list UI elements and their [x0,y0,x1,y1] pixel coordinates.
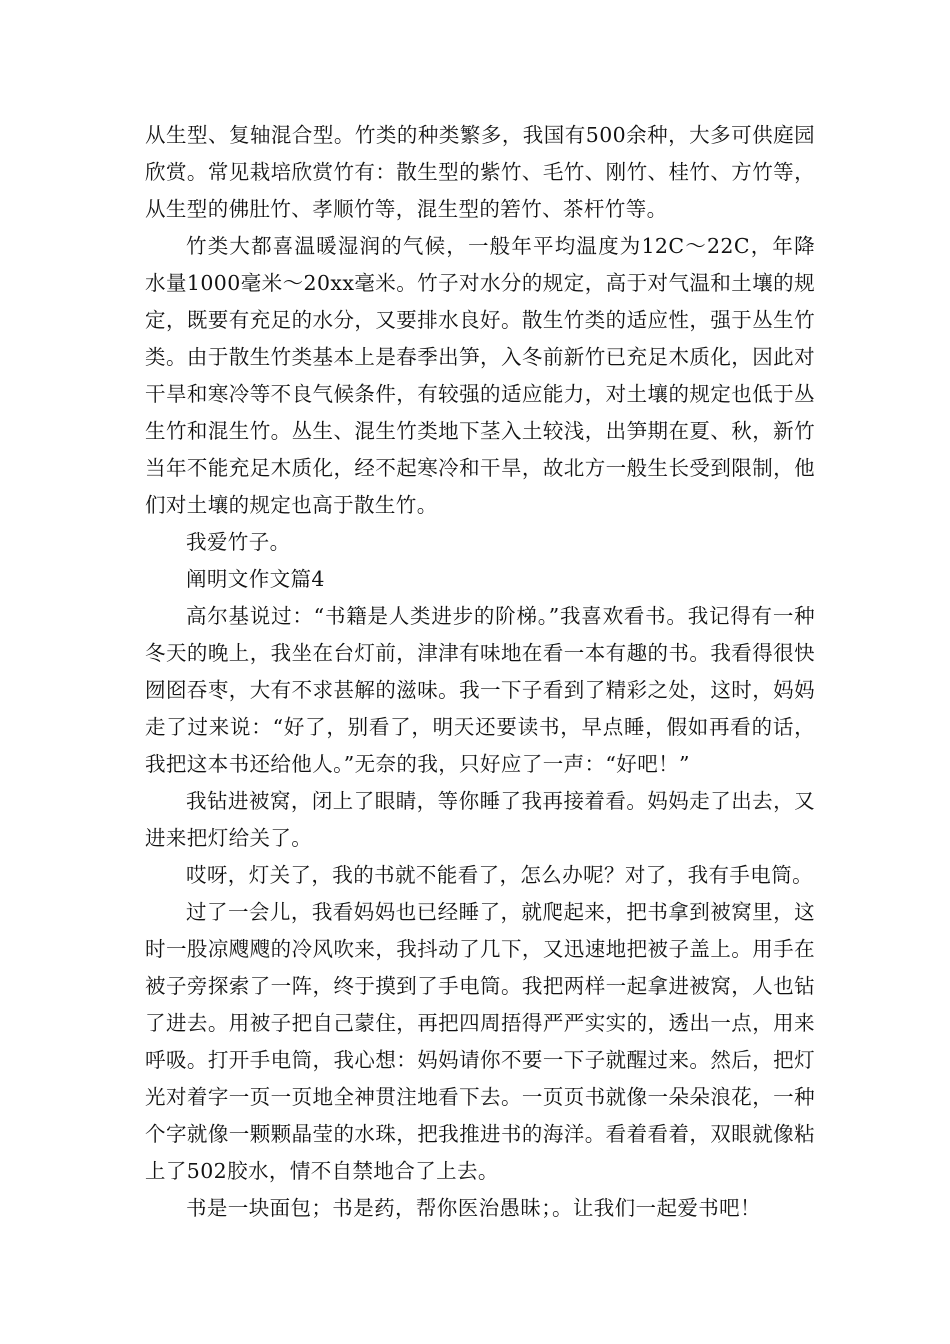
paragraph-bamboo-climate: 竹类大都喜温暖湿润的气候，一般年平均温度为12C～22C，年降水量1000毫米～20xx毫米。竹子对水分的规定，高于对气温和土壤的规定，既要有充足的水分，又要排水良好。散生竹类的适应性，强于丛生竹类。由于散生竹类基本上是春季出笋，入冬前新竹已充足木质化，因此对干旱和寒冷等不良气候条件，有较强的适应能力，对土壤的规定也低于丛生竹和混生竹。丛生、混生竹类地下茎入土较浅，出笋期在夏、秋，新竹当年不能充足木质化，经不起寒冷和干旱，故北方一般生长受到限制，他们对土壤的规定也高于散生竹。 [145,234,815,517]
paragraph-gorky-quote: 高尔基说过：“书籍是人类进步的阶梯。”我喜欢看书。我记得有一种冬天的晚上，我坐在台灯前，津津有味地在看一本有趣的书。我看得很快囫囵吞枣，大有不求甚解的滋味。我一下子看到了精彩之处，这时，妈妈走了过来说：“好了，别看了，明天还要读书，早点睡，假如再看的话，我把这本书还给他人。”无奈的我，只好应了一声：“好吧！” [145,604,815,776]
paragraph-under-quilt: 我钻进被窝，闭上了眼睛，等你睡了我再接着看。妈妈走了出去，又进来把灯给关了。 [145,789,815,850]
paragraph-bamboo-types: 从生型、复轴混合型。竹类的种类繁多，我国有500余种，大多可供庭园欣赏。常见栽培欣赏竹有：散生型的紫竹、毛竹、刚竹、桂竹、方竹等，从生型的佛肚竹、孝顺竹等，混生型的箬竹、茶杆竹等。 [145,123,815,221]
document-body [145,117,815,1227]
section-heading-essay-4: 阐明文作文篇4 [186,567,325,591]
paragraph-lights-off: 哎呀，灯关了，我的书就不能看了，怎么办呢？对了，我有手电筒。 [186,863,813,887]
paragraph-flashlight-reading: 过了一会儿，我看妈妈也已经睡了，就爬起来，把书拿到被窝里，这时一股凉飕飕的冷风吹来，我抖动了几下，又迅速地把被子盖上。用手在被子旁探索了一阵，终于摸到了手电筒。我把两样一起拿进被窝，人也钻了进去。用被子把自己蒙住，再把四周捂得严严实实的，透出一点，用来呼吸。打开手电筒，我心想：妈妈请你不要一下子就醒过来。然后，把灯光对着字一页一页地全神贯注地看下去。一页页书就像一朵朵浪花，一种个字就像一颗颗晶莹的水珠，把我推进书的海洋。看着看着，双眼就像粘上了502胶水，情不自禁地合了上去。 [145,900,815,1183]
paragraph-conclusion: 书是一块面包；书是药，帮你医治愚昧；。让我们一起爱书吧！ [186,1196,761,1220]
paragraph-love-bamboo: 我爱竹子。 [186,530,291,554]
